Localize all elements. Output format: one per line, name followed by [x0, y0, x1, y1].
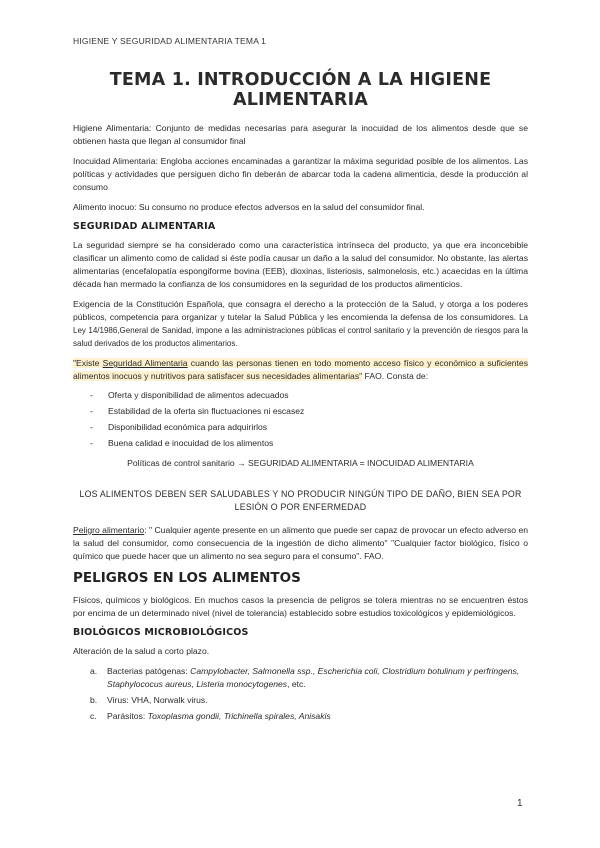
definition-higiene: Higiene Alimentaria: Conjunto de medidas necesarias para asegurar la inocuidad de los alimentos desde que se obtienen hasta que llegan al consumidor final — [73, 123, 528, 146]
quote-open: "Existe — [73, 358, 103, 368]
page-title: TEMA 1. INTRODUCCIÓN A LA HIGIENE ALIMENTARIA — [109, 70, 492, 110]
item-italic: Campylobacter, Salmonella ssp., Escherichia coli, Clostridium botulinum y perfringens, Staphylococus aureus, Listeria monocytogenes — [107, 666, 520, 689]
peligro-text: : " Cualquier agente presente en un alimento que puede ser capaz de provocar un efecto adverso en la salud del consumidor, como consecuencia de la ingestión de dicho alimento" "Cualquier factor biológico, físico o químico que puede hacer que un alimento no sea seguro para el consumo". FAO. — [73, 525, 529, 561]
item-label: Parásitos: — [107, 711, 148, 721]
item-italic: Toxoplasma gondii, Trichinella spirales, Anisakis — [147, 711, 331, 721]
peligro-term: Peligro alimentario — [73, 525, 145, 535]
list-marker: a. — [90, 666, 98, 676]
fao-quote — [73, 357, 528, 383]
item-tail: , etc. — [287, 679, 306, 689]
quote-highlight — [73, 358, 528, 381]
paragraph-peligros: Físicos, químicos y biológicos. En muchos casos la presencia de peligros se tolera mientras no se encuentren éstos por encima de un determinado nivel (nivel de tolerancia) establecido sobre estudios toxicológicos y epidemiológicos. — [73, 595, 528, 618]
quote-term: Seguridad Alimentaria — [102, 358, 188, 368]
heading-seguridad: SEGURIDAD ALIMENTARIA — [73, 221, 216, 232]
list-item: - Buena calidad e inocuidad de los alimentos — [73, 435, 528, 451]
heading-peligros: PELIGROS EN LOS ALIMENTOS — [73, 570, 301, 586]
list-item — [73, 694, 528, 707]
list-item: - Oferta y disponibilidad de alimentos adecuados — [73, 387, 528, 403]
list-marker: c. — [90, 711, 97, 721]
item-label: Virus: VHA, Norwalk virus. — [107, 695, 208, 705]
constitucion-text: Exigencia de la Constitución Española, que consagra el derecho a la protección de la Salud, y otorga a los poderes públicos, competencia para organizar y tutelar la Salud Pública y les encomienda la defensa de los consumidores. — [73, 299, 528, 322]
list-item — [73, 665, 528, 691]
page-content — [73, 70, 528, 726]
paragraph-seguridad-1: La seguridad siempre se ha considerado como una característica intrínseca del producto, ya que era inconcebible clasificar un alimento como de calidad si éste podía causar un daño a la salud del consumidor. No obstante, las alertas alimentarias (encefalopatía espongiforme bovina (EEB), dioxinas, listeriosis, salmonelosis, etc.) acaecidas en la última década han mermado la confianza de los consumidores en la seguridad de los productos alimenticios. — [73, 240, 528, 289]
formula-line: Políticas de control sanitario → SEGURIDAD ALIMENTARIA = INOCUIDAD ALIMENTARIA — [127, 458, 474, 468]
seguridad-list — [73, 387, 528, 451]
quote-tail: FAO. Consta de: — [362, 371, 429, 381]
list-item — [73, 710, 528, 723]
quote-rest: cuando las personas tienen en todo momento acceso físico y económico a suficientes alimentos inocuos y nutritivos para satisfacer sus necesidades alimentarias" — [73, 358, 528, 381]
heading-biologicos: BIOLÓGICOS MICROBIOLÓGICOS — [73, 627, 249, 638]
list-marker: b. — [90, 695, 98, 705]
list-item: - Disponibilidad económica para adquirirlos — [73, 419, 528, 435]
peligro-definition — [73, 524, 528, 563]
running-header: HIGIENE Y SEGURIDAD ALIMENTARIA TEMA 1 — [73, 36, 267, 46]
list-item: - Estabilidad de la oferta sin fluctuaciones ni escasez — [73, 403, 528, 419]
caps-statement: LOS ALIMENTOS DEBEN SER SALUDABLES Y NO PRODUCIR NINGÚN TIPO DE DAÑO, BIEN SEA POR LESIÓN O POR ENFERMEDAD — [79, 489, 522, 512]
definition-inocuidad: Inocuidad Alimentaria: Engloba acciones encaminadas a garantizar la máxima seguridad posible de los alimentos. Las políticas y actividades que persiguen dicho fin deberán de abarcar toda la cadena alimenticia, desde la producción al consumo — [73, 156, 528, 192]
item-label: Bacterias patógenas: — [107, 666, 191, 676]
page-number: 1 — [517, 798, 523, 809]
paragraph-seguridad-2 — [73, 298, 528, 350]
ley-text: La Ley 14/1986,General de Sanidad, impone a las administraciones públicas el control sanitario y la prevención de riesgos para la salud derivados de los productos alimentarios. — [73, 313, 528, 348]
paragraph-alteracion: Alteración de la salud a corto plazo. — [73, 646, 210, 656]
definition-alimento-inocuo: Alimento inocuo: Su consumo no produce efectos adversos en la salud del consumidor final. — [73, 202, 425, 212]
biological-list — [73, 665, 528, 723]
